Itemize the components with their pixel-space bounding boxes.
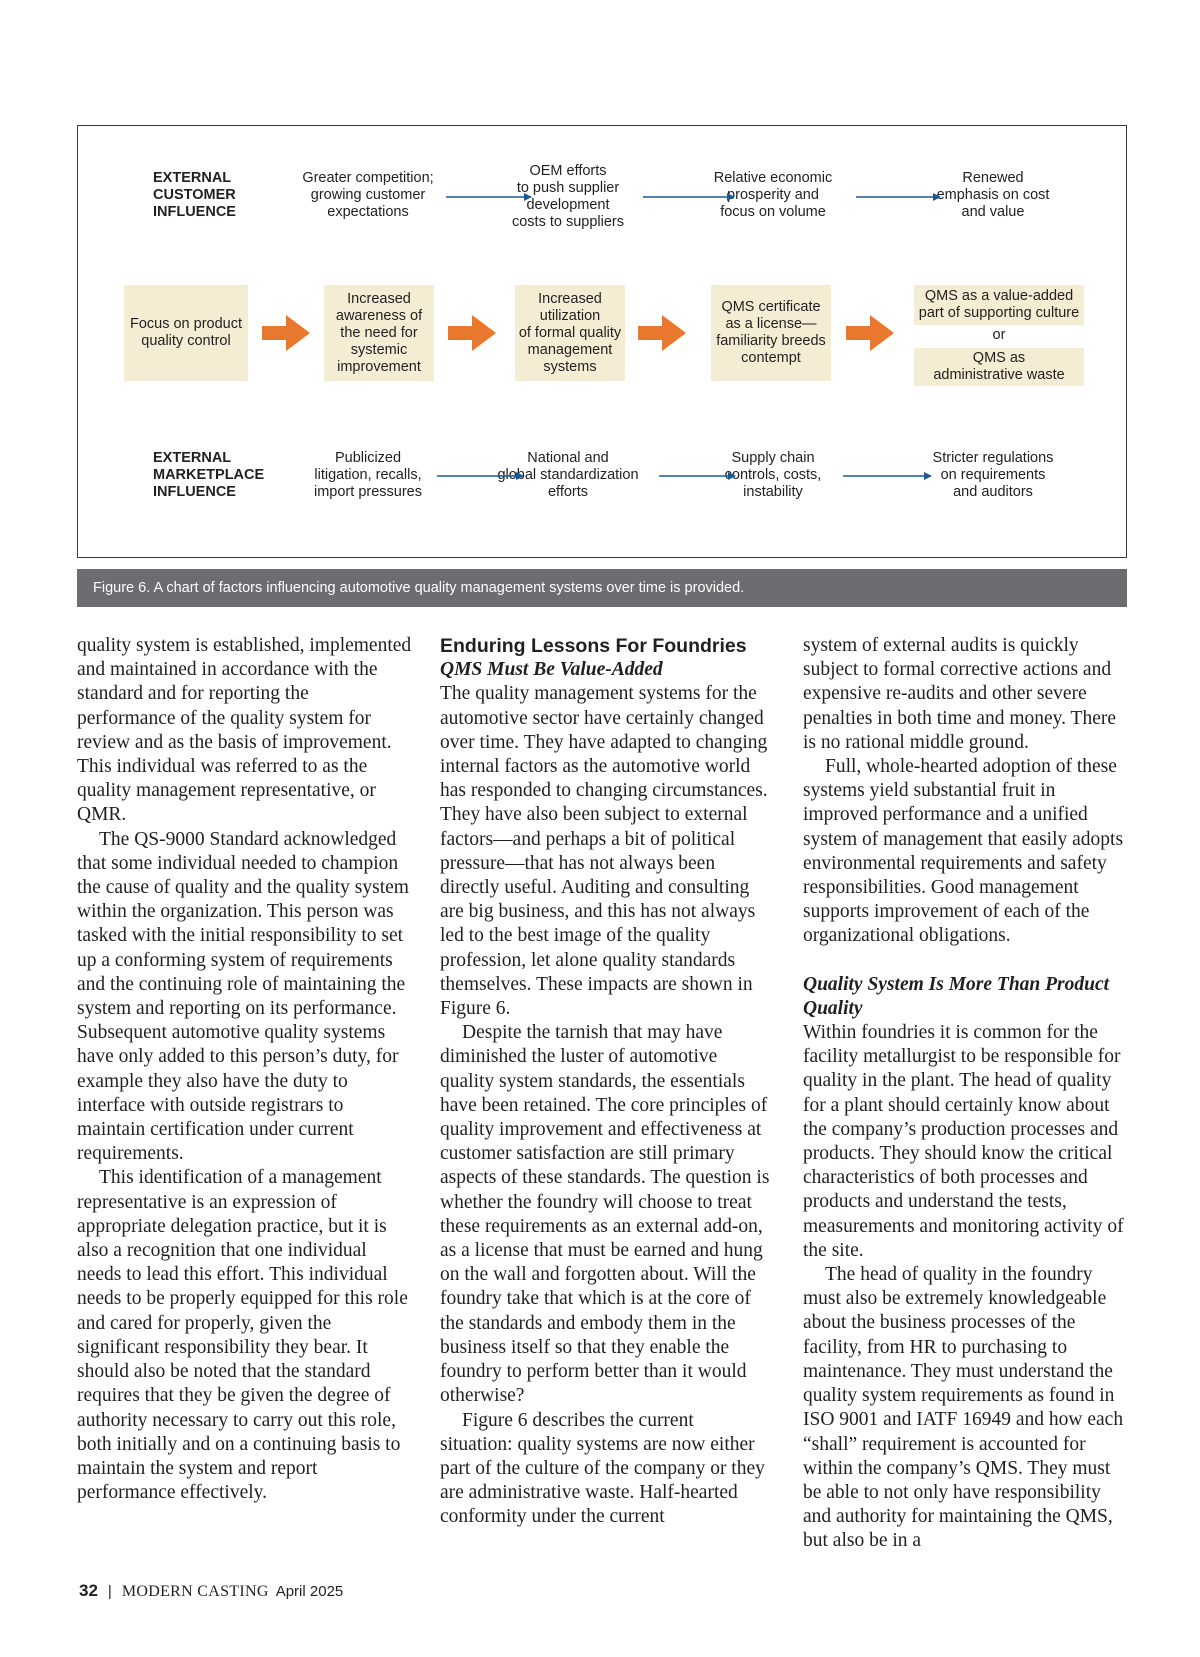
customer-step-4: Renewed emphasis on cost and value: [936, 170, 1050, 220]
issue-date: April 2025: [275, 1583, 344, 1600]
paragraph: Within foundries it is common for the facility metallurgist to be responsible for quality in the plant. The head of quality for a plant should certainly know about the company’s production processes and products. They should know the critical characteristics of both processes and products and understand the tests, measurements and monitoring activity of the site.: [803, 1022, 1124, 1261]
footer-separator: |: [107, 1583, 112, 1600]
paragraph: The head of quality in the foundry must also be extremely knowledgeable about the business processes of the facility, from HR to purchasing to maintenance. They must understand the quality system requirements as found in ISO 9001 and IATF 16949 and how each “shall” requirement is accounted for within the company’s QMS. They must be able to not only have responsibility and authority for maintaining the QMS, but also be in a: [803, 1264, 1124, 1552]
orange-arrow-3: [638, 315, 686, 351]
outcome-value-added-box: QMS as a value-added part of supporting culture: [914, 285, 1084, 325]
magazine-name: MODERN CASTING: [121, 1583, 269, 1600]
marketplace-step-2: National and global standardization efforts: [497, 450, 639, 500]
paragraph: This identification of a management representative is an expression of appropriate delegation practice, but it is also a recognition that one individual needs to lead this effort. This individual needs to be properly equipped for this role and cared for properly, given the significant responsibility they bear. It should also be noted that the standard requires that they be given the degree of authority necessary to carry out this role, both initially and on a continuing basis to maintain the system and report performance effectively.: [77, 1167, 408, 1504]
paragraph: Figure 6 describes the current situation: quality systems are now either part of the culture of the company or they are administrative waste. Half-hearted conformity under the current: [440, 1409, 765, 1528]
figure-caption: Figure 6. A chart of factors influencing automotive quality management systems over time is provided.: [77, 569, 1127, 607]
orange-arrow-2: [448, 315, 496, 351]
marketplace-step-3: Supply chain controls, costs, instability: [724, 450, 822, 500]
paragraph: quality system is established, implemented and maintained in accordance with the standard and for reporting the performance of the quality system for review and as the basis of improvement. This individual was referred to as the quality management representative, or QMR.: [77, 635, 412, 826]
customer-step-3: Relative economic prosperity and focus on volume: [713, 170, 833, 220]
marketplace-step-4: Stricter regulations on requirements and auditors: [932, 450, 1054, 500]
paragraph: system of external audits is quickly subject to formal corrective actions and expensive re-audits and other severe penalties in both time and money. There is no rational middle ground.: [803, 635, 1116, 753]
outcome-administrative-waste-box: QMS as administrative waste: [914, 348, 1084, 386]
figure-arrows: [78, 126, 1128, 559]
marketplace-influence-label: EXTERNAL MARKETPLACE INFLUENCE: [153, 450, 265, 500]
section-subheading: QMS Must Be Value-Added: [440, 659, 663, 681]
marketplace-step-1: Publicized litigation, recalls, import pressures: [314, 450, 422, 500]
center-step-2-box: Increased awareness of the need for systemic improvement: [324, 285, 434, 381]
paragraph: Despite the tarnish that may have diminished the luster of automotive quality system standards, the essentials have been retained. The core principles of quality improvement and effectiveness at customer satisfaction are still primary aspects of these standards. The question is whether the foundry will choose to treat these requirements as an external add-on, as a license that must be earned and hung on the wall and forgotten about. Will the foundry take that which is at the core of the standards and embody them in the business itself so that they enable the foundry to perform better than it would otherwise?: [440, 1022, 770, 1407]
paragraph: Full, whole-hearted adoption of these systems yield substantial fruit in improved performance and a unified system of management that easily adopts environmental requirements and safety responsibilities. Good management supports improvement of each of the organizational obligations.: [803, 756, 1124, 947]
outcome-or-text: or: [992, 327, 1006, 343]
customer-step-1: Greater competition; growing customer expectations: [302, 170, 434, 220]
figure-6-chart: [77, 125, 1127, 558]
center-step-3-box: Increased utilization of formal quality management systems: [515, 285, 625, 381]
customer-influence-label: EXTERNAL CUSTOMER INFLUENCE: [153, 170, 236, 220]
article-column-2: [440, 634, 770, 1530]
page-footer: [79, 1581, 343, 1601]
paragraph: The quality management systems for the automotive sector have certainly changed over time. They have adapted to changing internal factors as the automotive world has responded to changing circumstances. They have also been subject to external factors—and perhaps a bit of political pressure—that has not always been directly useful. Auditing and consulting are big business, and this has not always led to the best image of the quality profession, let alone quality standards themselves. These impacts are shown in Figure 6.: [440, 683, 768, 1020]
orange-arrow-4: [846, 315, 894, 351]
orange-arrow-1: [262, 315, 310, 351]
section-heading: Enduring Lessons For Foundries: [440, 635, 747, 657]
section-subheading: Quality System Is More Than Product Quality: [803, 973, 1110, 1019]
page-number: 32: [79, 1581, 98, 1600]
center-step-1-box: Focus on product quality control: [124, 285, 248, 381]
center-step-4-box: QMS certificate as a license— familiarity breeds contempt: [711, 285, 831, 381]
article-column-1: [77, 634, 412, 1505]
article-column-3: [803, 634, 1133, 1554]
paragraph: The QS-9000 Standard acknowledged that some individual needed to champion the cause of quality and the quality system within the organization. This person was tasked with the initial responsibility to set up a conforming system of requirements and the continuing role of maintaining the system and reporting on its performance. Subsequent automotive quality systems have only added to this person’s duty, for example they also have the duty to interface with outside registrars to maintain certification under current requirements.: [77, 828, 409, 1165]
customer-step-2: OEM efforts to push supplier development costs to suppliers: [511, 163, 625, 230]
